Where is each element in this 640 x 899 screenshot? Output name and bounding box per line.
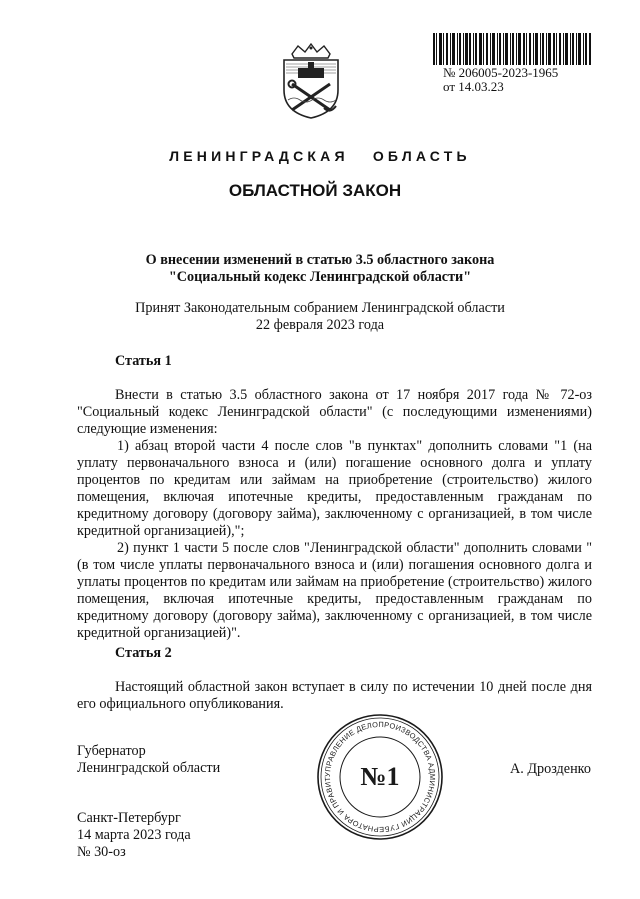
adoption-note bbox=[0, 300, 640, 334]
article-2-text: Настоящий областной закон вступает в силу по истечении 10 дней после дня его официального опубликования. bbox=[77, 679, 592, 712]
coat-of-arms-icon bbox=[278, 42, 344, 120]
signing-date: 14 марта 2023 года bbox=[77, 827, 191, 843]
signatory-title bbox=[77, 743, 220, 777]
stamp-number: №1 bbox=[360, 762, 400, 791]
article-1-item-1: 1) абзац второй части 4 после слов "в пунктах" дополнить словами "1 (на уплату первоначального взноса и (или) погашение основного долга и уплату процентов по кредитам или займам на приобретение (строительство) жилого помещения, включая ипотечные кредиты, предоставленным гражданам по кредитному договору (договору займа), заключенному с организацией, в том числе кредитной организацией),"; bbox=[77, 438, 592, 539]
law-number: № 30-оз bbox=[77, 844, 126, 860]
coat-of-arms bbox=[278, 42, 344, 120]
adoption-date: 22 февраля 2023 года bbox=[255, 317, 385, 333]
signatory-title-line: Губернатор bbox=[77, 743, 146, 759]
signing-city: Санкт-Петербург bbox=[77, 810, 181, 826]
article-1-item-2: 2) пункт 1 части 5 после слов "Ленинградской области" дополнить словами "(в том числе уплаты первоначального взноса и (или) погашения основного долга и уплаты процентов по кредитам или займам на приобретение (строительство) жилого помещения, включая ипотечные кредиты, предоставленным гражданам по кредитному договору (договору займа), заключенному с организацией, в том числе кредитной организацией)". bbox=[77, 540, 592, 641]
law-subject-line: "Социальный кодекс Ленинградской области" bbox=[168, 269, 472, 285]
registration-number: № 206005-2023-1965 bbox=[443, 65, 559, 80]
registration-date: от 14.03.23 bbox=[443, 79, 504, 94]
signing-details bbox=[77, 810, 191, 861]
official-stamp bbox=[316, 713, 444, 841]
signatory-title-line: Ленинградской области bbox=[77, 760, 221, 776]
article-1-heading: Статья 1 bbox=[115, 353, 172, 369]
barcode-icon bbox=[433, 33, 591, 65]
article-2 bbox=[77, 645, 592, 713]
stamp-seal-icon bbox=[316, 713, 444, 841]
adoption-note-line: Принят Законодательным собранием Ленинградской области bbox=[135, 300, 505, 316]
article-2-heading: Статья 2 bbox=[115, 645, 172, 661]
region-title: ЛЕНИНГРАДСКАЯ ОБЛАСТЬ bbox=[169, 148, 471, 164]
document-type: ОБЛАСТНОЙ ЗАКОН bbox=[228, 181, 402, 200]
law-subject-line: О внесении изменений в статью 3.5 областного закона bbox=[145, 252, 495, 268]
article-1 bbox=[77, 353, 592, 642]
stamp-ring-text: УПРАВЛЕНИЕ ДЕЛОПРОИЗВОДСТВА АДМИНИСТРАЦИИ ГУБЕРНАТОРА И ПРАВИТ bbox=[322, 719, 438, 835]
law-subject bbox=[0, 252, 640, 286]
registration-block bbox=[443, 66, 558, 94]
barcode bbox=[433, 33, 591, 65]
article-1-intro: Внести в статью 3.5 областного закона от 17 ноября 2017 года № 72-оз "Социальный кодекс Ленинградской области" (с последующими изменениями) следующие изменения: bbox=[77, 387, 592, 437]
signatory-name: А. Дрозденко bbox=[510, 761, 591, 777]
